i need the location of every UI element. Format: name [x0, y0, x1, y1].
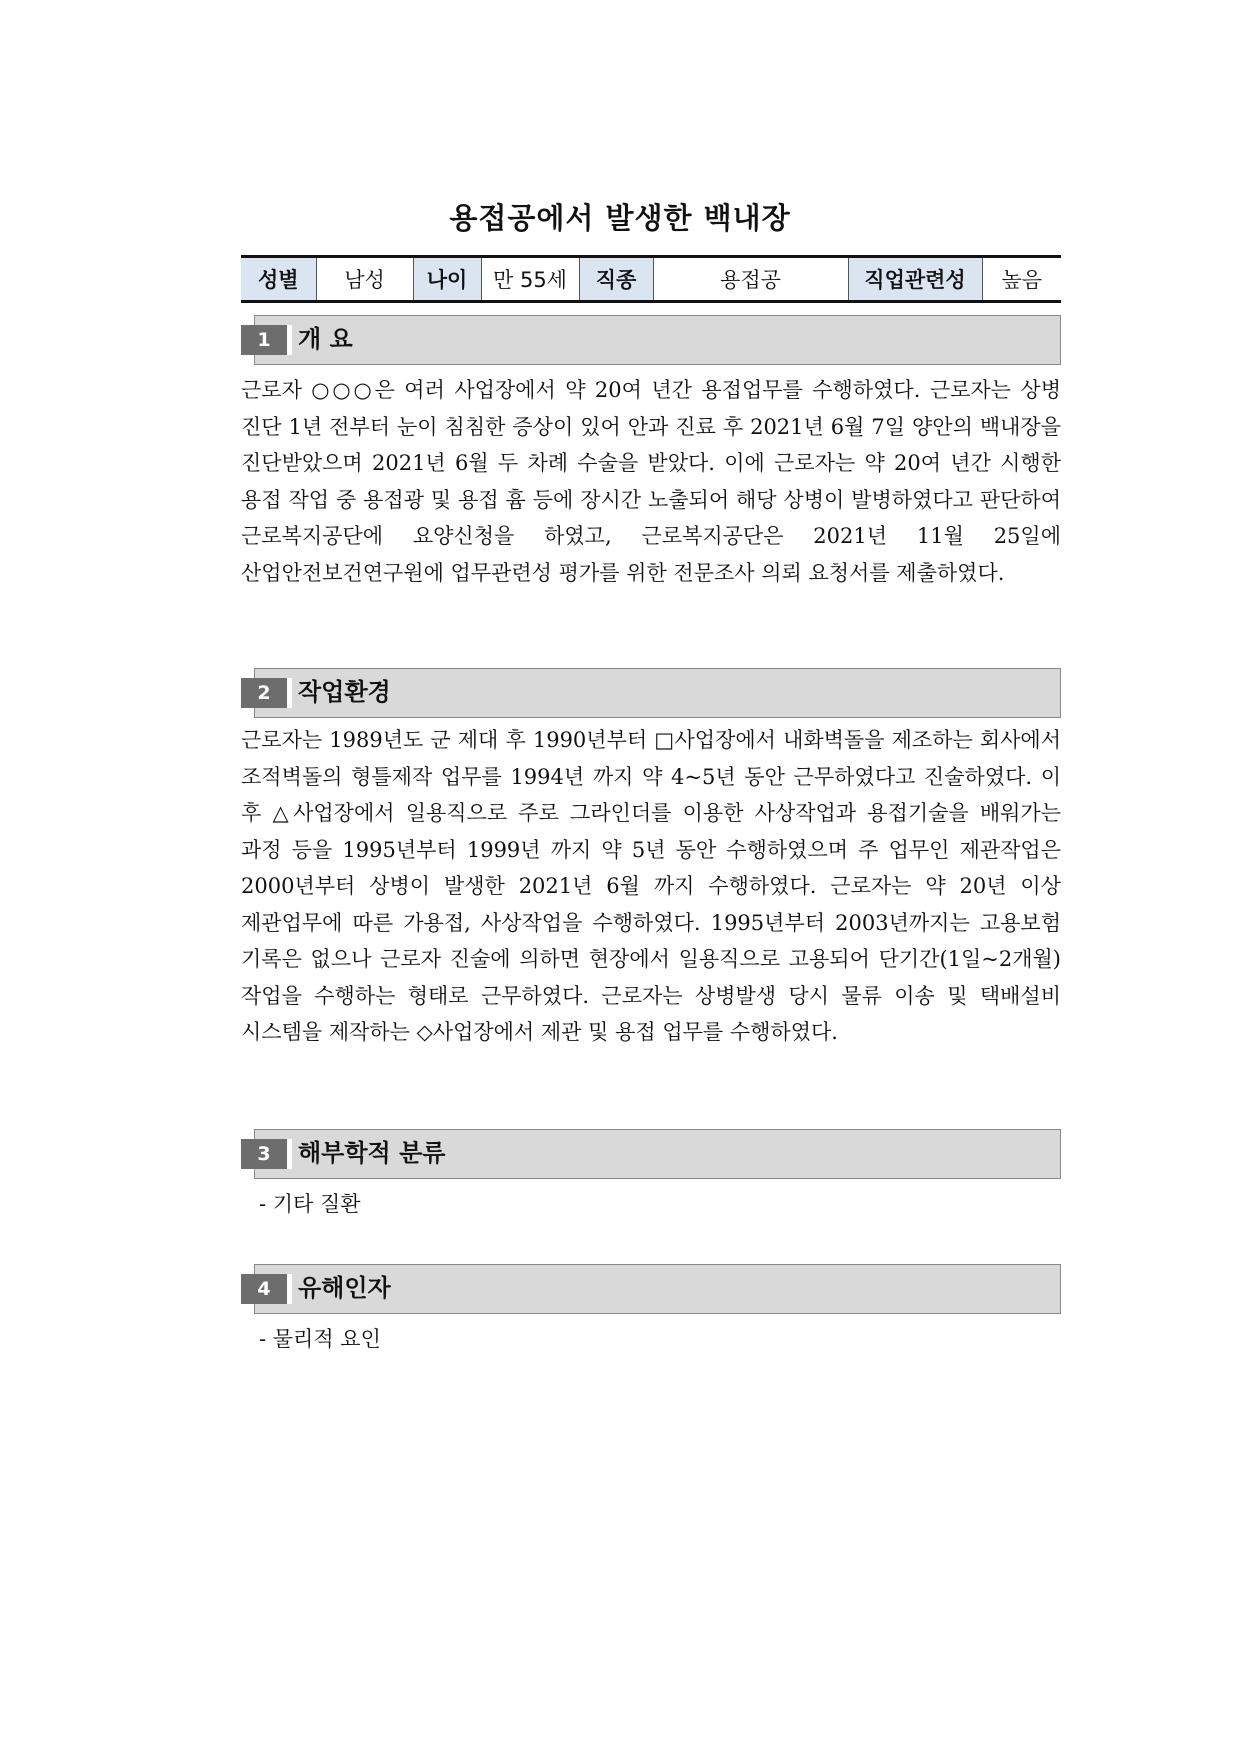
job-value: 용접공 — [653, 257, 848, 302]
section-1-header — [241, 315, 1061, 365]
section-number: 2 — [241, 678, 287, 708]
section-4-header — [241, 1264, 1061, 1314]
section-3-item: - 기타 질환 — [259, 1192, 361, 1216]
section-1-body: 근로자 ○○○은 여러 사업장에서 약 20여 년간 용접업무를 수행하였다. 근로자는 상병 진단 1년 전부터 눈이 침침한 증상이 있어 안과 진료 후 2021년 6월 7일 양안의 백내장을 진단받았으며 2021년 6월 두 차례 수술을 받았다. 이에 근로자는 약 20여 년간 시행한 용접 작업 중 용접광 및 용접 흄 등에 장시간 노출되어 해당 상병이 발병하였다고 판단하여 근로복지공단에 요양신청을 하였고, 근로복지공단은 2021년 11월 25일에 산업안전보건연구원에 업무관련성 평가를 위한 전문조사 의뢰 요청서를 제출하였다. — [241, 378, 1061, 585]
info-table — [241, 255, 1061, 303]
section-2-header — [241, 668, 1061, 718]
section-title: 유해인자 — [298, 1274, 391, 1302]
relevance-value: 높음 — [982, 257, 1061, 302]
age-label: 나이 — [413, 257, 481, 302]
relevance-label: 직업관련성 — [848, 257, 982, 302]
section-number: 3 — [241, 1139, 287, 1169]
document-title: 용접공에서 발생한 백내장 — [449, 201, 791, 235]
job-label: 직종 — [579, 257, 653, 302]
gender-value: 남성 — [316, 257, 413, 302]
section-title: 개 요 — [298, 325, 353, 353]
section-2-body: 근로자는 1989년도 군 제대 후 1990년부터 □사업장에서 내화벽돌을 제조하는 회사에서 조적벽돌의 형틀제작 업무를 1994년 까지 약 4~5년 동안 근무하였다고 진술하였다. 이 후 △사업장에서 일용직으로 주로 그라인더를 이용한 사상작업과 용접기술을 배워가는 과정 등을 1995년부터 1999년 까지 약 5년 동안 수행하였으며 주 업무인 제관작업은 2000년부터 상병이 발생한 2021년 6월 까지 수행하였다. 근로자는 약 20년 이상 제관업무에 따른 가용접, 사상작업을 수행하였다. 1995년부터 2003년까지는 고용보험 기록은 없으나 근로자 진술에 의하면 현장에서 일용직으로 고용되어 단기간(1일~2개월) 작업을 수행하는 형태로 근무하였다. 근로자는 상병발생 당시 물류 이송 및 택배설비 시스템을 제작하는 ◇사업장에서 제관 및 용접 업무를 수행하였다. — [241, 728, 1061, 1044]
gender-label: 성별 — [241, 257, 316, 302]
section-title: 작업환경 — [298, 678, 391, 706]
age-value: 만 55세 — [481, 257, 579, 302]
section-header-bar — [254, 315, 1061, 365]
section-4-item: - 물리적 요인 — [259, 1327, 381, 1351]
section-number: 4 — [241, 1274, 287, 1304]
section-number: 1 — [241, 325, 287, 355]
section-3-header — [241, 1129, 1061, 1179]
section-title: 해부학적 분류 — [298, 1139, 446, 1167]
